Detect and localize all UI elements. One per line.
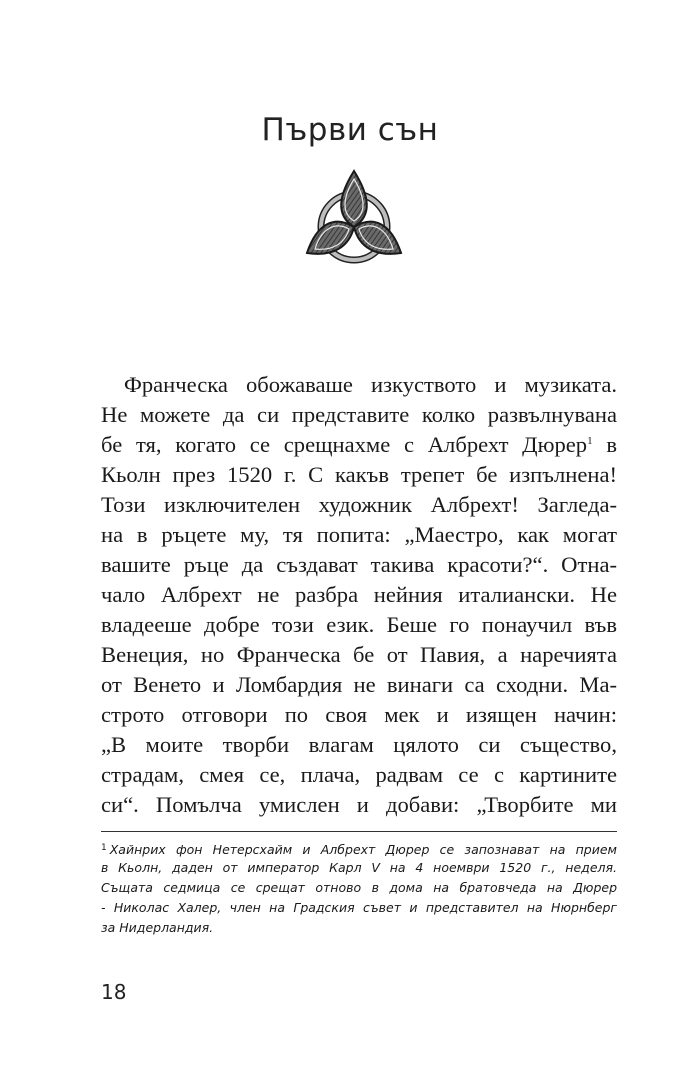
- body-line: вашите ръце да създават такива красоти?“. Отна-: [101, 552, 617, 577]
- body-line: Венеция, но Франческа бе от Павия, а наречията: [101, 642, 617, 667]
- footnote-line: Същата седмица се срещат отново в дома на братовчеда на Дюрер: [101, 880, 617, 895]
- chapter-title: Първи сън: [261, 112, 439, 148]
- body-line: Този изключителен художник Албрехт! Загледа-: [101, 492, 617, 517]
- body-line-text: в: [606, 432, 617, 457]
- footnote-line: в Кьолн, даден от император Карл V на 4 ноември 1520 г., неделя.: [101, 860, 617, 875]
- body-line: строто отговори по своя мек и изящен начин:: [101, 702, 617, 727]
- footnote-line: [101, 838, 617, 858]
- body-text: [101, 370, 617, 820]
- footnote-line-text: Хайнрих фон Нетерсхайм и Албрехт Дюрер се запознават на прием: [109, 842, 617, 857]
- footnote-reference[interactable]: 1: [587, 435, 593, 447]
- footnote-divider: [101, 831, 617, 832]
- footnote-line: за Нидерландия.: [101, 920, 214, 935]
- body-line: си“. Помълча умислен и добави: „Творбите ми: [101, 792, 617, 817]
- footnote: [101, 838, 617, 938]
- footnote-line: - Николас Халер, член на Градския съвет и представител на Нюрнберг: [101, 900, 617, 915]
- body-line: Кьолн през 1520 г. С какъв трепет бе изпълнена!: [101, 462, 617, 487]
- body-line: владееше добре този език. Беше го понаучил във: [101, 612, 617, 637]
- body-line-with-footnote: [101, 430, 617, 460]
- body-line: Франческа обожаваше изкуството и музиката.: [124, 372, 617, 397]
- triquetra-knot-icon: [299, 165, 409, 275]
- body-line: чало Албрехт не разбра нейния италиански. Не: [101, 582, 617, 607]
- body-line: „В моите творби влагам цялото си същество,: [101, 732, 617, 757]
- footnote-mark: 1: [101, 843, 107, 853]
- body-line: Не можете да си представите колко развълнувана: [101, 402, 617, 427]
- body-line: страдам, смея се, плача, радвам се с картините: [101, 762, 617, 787]
- page-number: 18: [101, 980, 127, 1004]
- body-line: от Венето и Ломбардия не винаги са сходни. Ма-: [101, 672, 617, 697]
- body-line-text: бе тя, когато се срещнахме с Албрехт Дюрер: [101, 432, 588, 457]
- body-line: на в ръцете му, тя попита: „Маестро, как могат: [101, 522, 617, 547]
